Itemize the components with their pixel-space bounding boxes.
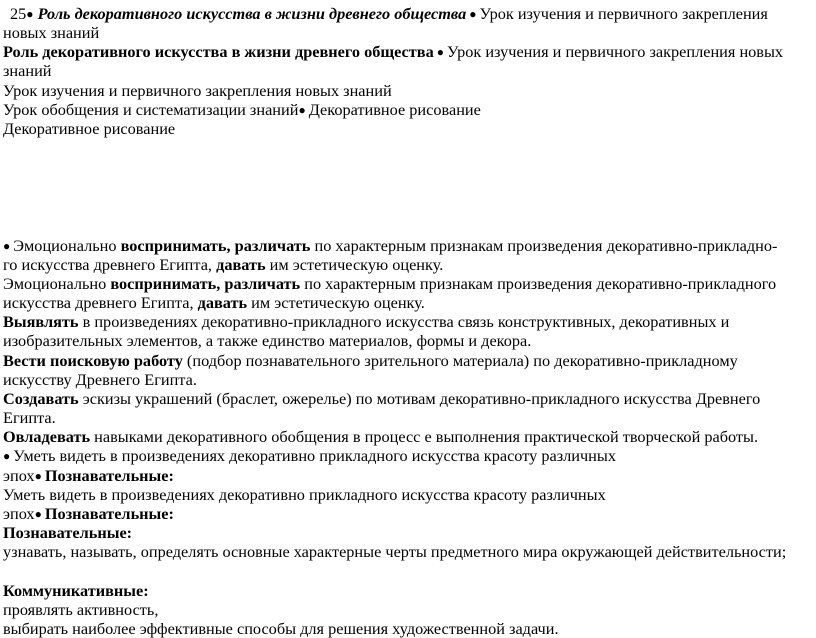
bold-span: Коммуникативные:: [3, 581, 149, 600]
bold-span: Познавательные:: [44, 504, 174, 523]
text-line: Урок изучения и первичного закрепления новых знаний: [3, 81, 392, 100]
lesson-title-bold: Роль декоративного искусства в жизни древнего общества: [3, 42, 434, 61]
text-line: [3, 312, 729, 331]
text-line: [3, 100, 481, 120]
text-span: искусства древнего Египта,: [3, 293, 198, 312]
text-span: эпох: [3, 504, 35, 523]
text-span: им эстетическую оценку.: [265, 255, 444, 274]
bullet-icon: ●: [34, 469, 45, 483]
text-span: им эстетическую оценку.: [247, 293, 425, 312]
text-line: [3, 504, 174, 524]
text-line: [3, 236, 777, 256]
text-line: [3, 351, 738, 370]
text-span: по характерным признакам произведения декоративно-прикладно-: [310, 236, 778, 255]
text-span: Эмоционально: [3, 274, 111, 293]
text-line: [3, 466, 174, 486]
text-line: искусству Древнего Египта.: [3, 370, 197, 389]
text-line: знаний: [3, 61, 52, 80]
text-span: по характерным признакам произведения декоративно-прикладного: [300, 274, 777, 293]
text-line: новых знаний: [3, 23, 100, 42]
bold-span: Познавательные:: [3, 523, 133, 542]
bullet-icon: ●: [298, 103, 309, 117]
text-line: Египта.: [3, 408, 56, 427]
bold-span: воспринимать, различать: [110, 274, 301, 293]
bullet-icon: ●: [26, 7, 34, 21]
lesson-type: Урок обобщения и систематизации знаний: [3, 100, 299, 119]
lesson-heading-line: [10, 4, 768, 24]
text-line: [3, 255, 443, 274]
lesson-number: 25: [10, 4, 27, 23]
text-span: эскизы украшений (браслет, ожерелье) по мотивам декоративно-прикладного искусства Древнего: [78, 389, 761, 408]
bold-span: давать: [197, 293, 248, 312]
text-line: выбирать наиболее эффективные способы для решения художественной задачи.: [3, 619, 559, 638]
text-span: в произведениях декоративно-прикладного искусства связь конструктивных, декоративных и: [78, 312, 730, 331]
bold-span: Познавательные:: [44, 466, 174, 485]
bullet-icon: ●: [433, 45, 447, 59]
section-heading: [3, 581, 149, 600]
section-heading: [3, 523, 132, 542]
bold-span: Вести поисковую работу: [3, 351, 183, 370]
text-span: Уметь видеть в произведениях декоративно прикладного искусства красоту различных: [13, 446, 616, 465]
bold-span: Выявлять: [3, 312, 79, 331]
bold-span: давать: [216, 255, 266, 274]
lesson-title-line: [3, 42, 783, 62]
text-span: го искусства древнего Египта,: [3, 255, 217, 274]
text-line: [3, 446, 616, 466]
lesson-title: Роль декоративного искусства в жизни древнего общества: [37, 4, 467, 23]
bullet-icon: ●: [34, 507, 45, 521]
text-span: (подбор познавательного зрительного материала) по декоративно-прикладному: [182, 351, 738, 370]
text-line: [3, 293, 425, 312]
text-span: Эмоционально: [13, 236, 121, 255]
lesson-type: Урок изучения и первичного закрепления: [479, 4, 768, 23]
text-line: [3, 274, 776, 293]
text-line: Уметь видеть в произведениях декоративно прикладного искусства красоту различных: [3, 485, 606, 504]
text-line: узнавать, называть, определять основные характерные черты предметного мира окружающей действительности;: [3, 542, 787, 561]
lesson-type: Урок изучения и первичного закрепления новых: [446, 42, 784, 61]
bullet-icon: ●: [466, 7, 480, 21]
text-line: проявлять активность,: [3, 600, 159, 619]
text-span: навыками декоративного обобщения в процесс е выполнения практической творческой работы.: [90, 427, 759, 446]
text-span: эпох: [3, 466, 35, 485]
text-line: [3, 427, 758, 446]
text-line: Декоративное рисование: [3, 119, 176, 138]
bold-span: воспринимать, различать: [120, 236, 311, 255]
bullet-icon: ●: [3, 239, 14, 253]
lesson-form: Декоративное рисование: [308, 100, 481, 119]
bold-span: Овладевать: [3, 427, 91, 446]
bullet-icon: ●: [3, 449, 14, 463]
text-line: [3, 389, 760, 408]
text-line: изобразительных элементов, а также единство материалов, формы и декора.: [3, 331, 532, 350]
bold-span: Создавать: [3, 389, 79, 408]
